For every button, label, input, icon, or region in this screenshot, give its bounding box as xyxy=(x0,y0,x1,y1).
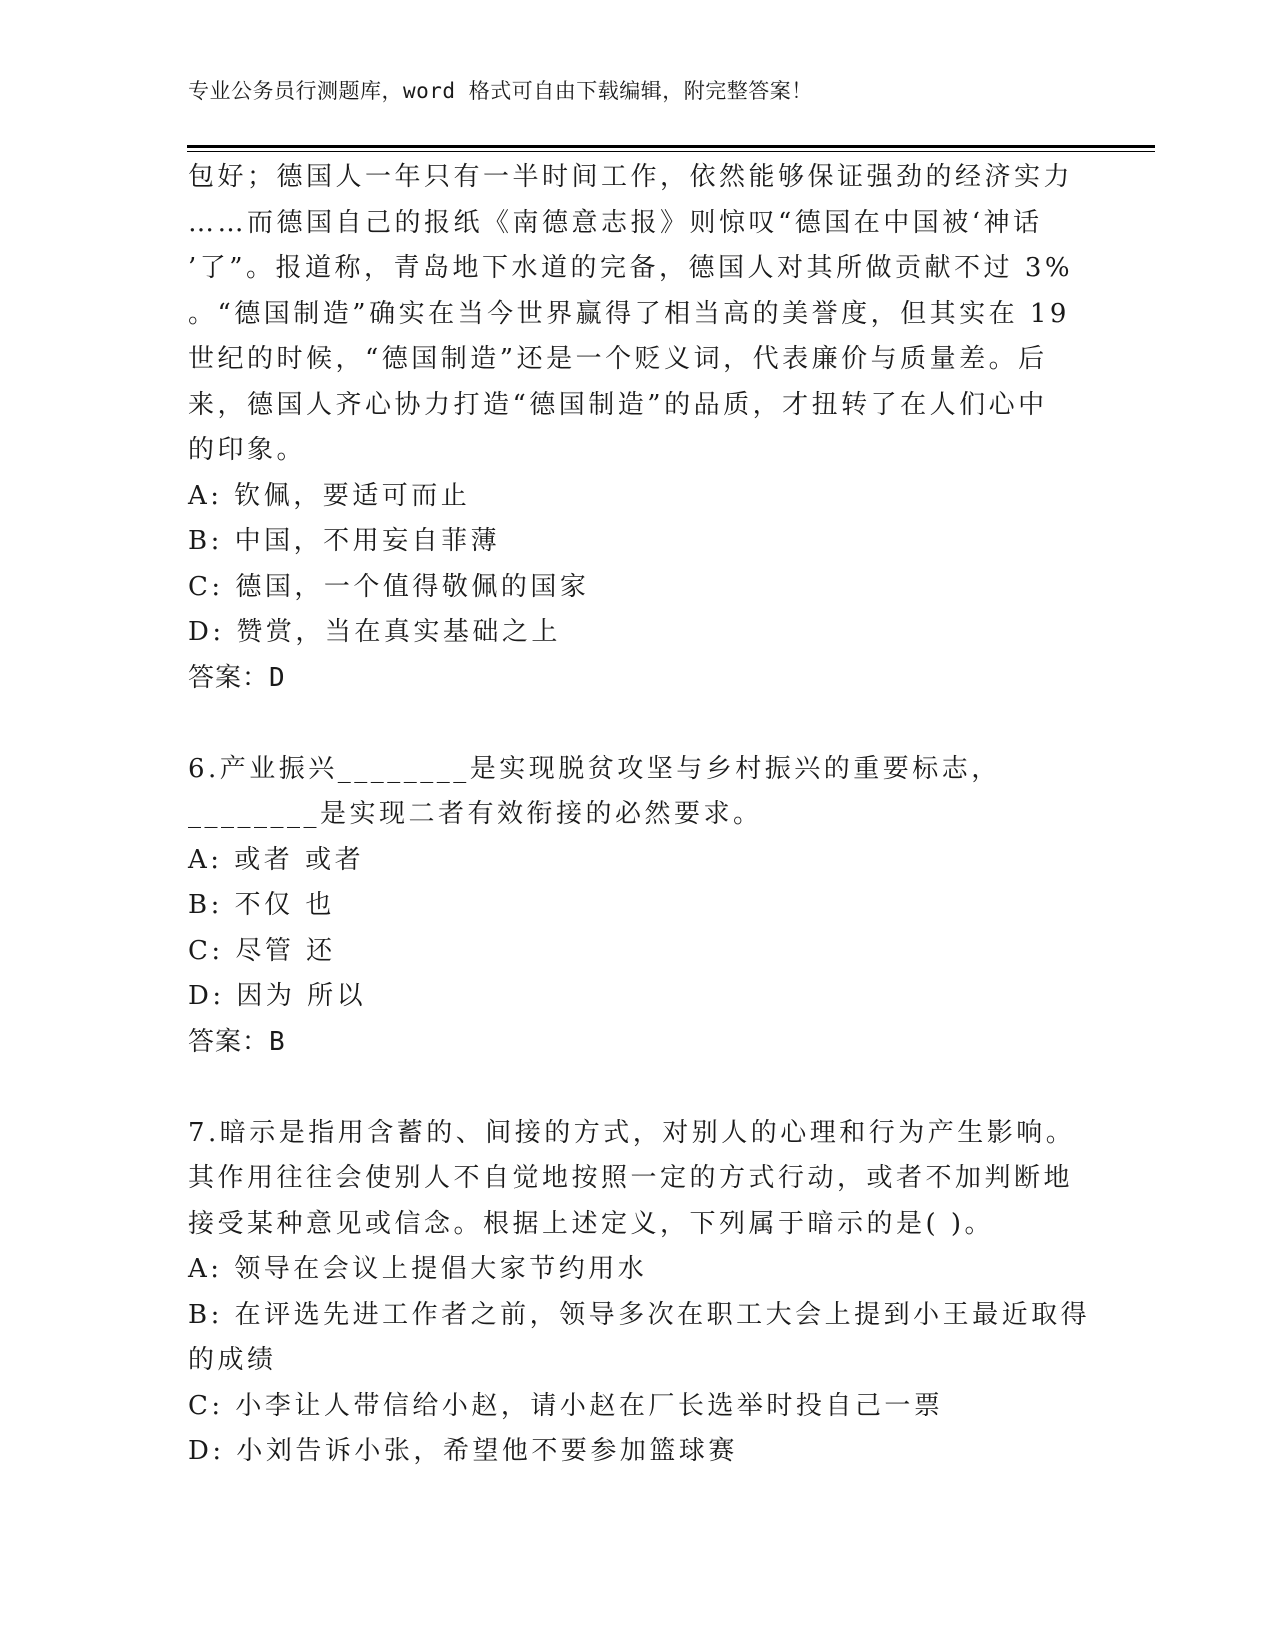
question-stem-line: 7.暗示是指用含蓄的、间接的方式，对别人的心理和行为产生影响。 xyxy=(188,1117,1076,1148)
question-stem-line: 包好；德国人一年只有一半时间工作，依然能够保证强劲的经济实力 xyxy=(188,162,1074,192)
option-b: B: 在评选先进工作者之前，领导多次在职工大会上提到小王最近取得 xyxy=(188,1299,1091,1330)
header-rule-thick xyxy=(187,145,1155,148)
page-header: 专业公务员行测题库，word 格式可自由下载编辑，附完整答案！ xyxy=(188,79,813,103)
question-stem-line: 的印象。 xyxy=(188,435,307,465)
header-rule-thin xyxy=(187,151,1155,152)
option-d: D: 小刘告诉小张，希望他不要参加篮球赛 xyxy=(188,1436,738,1466)
option-c: C: 小李让人带信给小赵，请小赵在厂长选举时投自己一票 xyxy=(188,1390,944,1421)
option-c: C: 尽管 还 xyxy=(188,935,336,966)
question-stem-line: 接受某种意见或信念。根据上述定义，下列属于暗示的是( )。 xyxy=(188,1208,995,1239)
option-a: A: 或者 或者 xyxy=(188,844,365,875)
option-a: A: 领导在会议上提倡大家节约用水 xyxy=(188,1254,648,1284)
question-6 xyxy=(188,747,1088,1066)
option-d: D: 因为 所以 xyxy=(188,981,367,1011)
question-stem-line: 6.产业振兴________是实现脱贫攻坚与乡村振兴的重要标志， xyxy=(188,753,1001,784)
option-a: A: 钦佩，要适可而止 xyxy=(188,480,471,511)
question-5 xyxy=(188,155,1088,701)
answer-line: 答案：B xyxy=(188,1026,286,1057)
question-stem-line: 世纪的时候，“德国制造”还是一个贬义词，代表廉价与质量差。后 xyxy=(188,344,1048,374)
spacer xyxy=(188,1065,1088,1111)
option-b: B: 不仅 也 xyxy=(188,890,335,920)
question-stem-line: 其作用往往会使别人不自觉地按照一定的方式行动，或者不加判断地 xyxy=(188,1163,1074,1193)
question-stem-line: ________是实现二者有效衔接的必然要求。 xyxy=(188,799,763,829)
question-stem-line: 。“德国制造”确实在当今世界赢得了相当高的美誉度，但其实在 19 xyxy=(188,298,1070,329)
question-stem-line: ……而德国自己的报纸《南德意志报》则惊叹“德国在中国被‘神话 xyxy=(188,207,1043,238)
option-b-continued: 的成绩 xyxy=(188,1345,277,1375)
question-stem-line: ’了”。报道称，青岛地下水道的完备，德国人对其所做贡献不过 3% xyxy=(188,253,1074,283)
answer-line: 答案：D xyxy=(188,662,286,693)
question-stem-line: 来，德国人齐心协力打造“德国制造”的品质，才扭转了在人们心中 xyxy=(188,389,1048,420)
question-7 xyxy=(188,1111,1091,1475)
option-d: D: 赞赏，当在真实基础之上 xyxy=(188,617,561,647)
option-b: B: 中国，不用妄自菲薄 xyxy=(188,526,501,556)
question-content xyxy=(188,155,1091,1475)
option-c: C: 德国，一个值得敬佩的国家 xyxy=(188,571,590,602)
spacer xyxy=(188,701,1088,747)
